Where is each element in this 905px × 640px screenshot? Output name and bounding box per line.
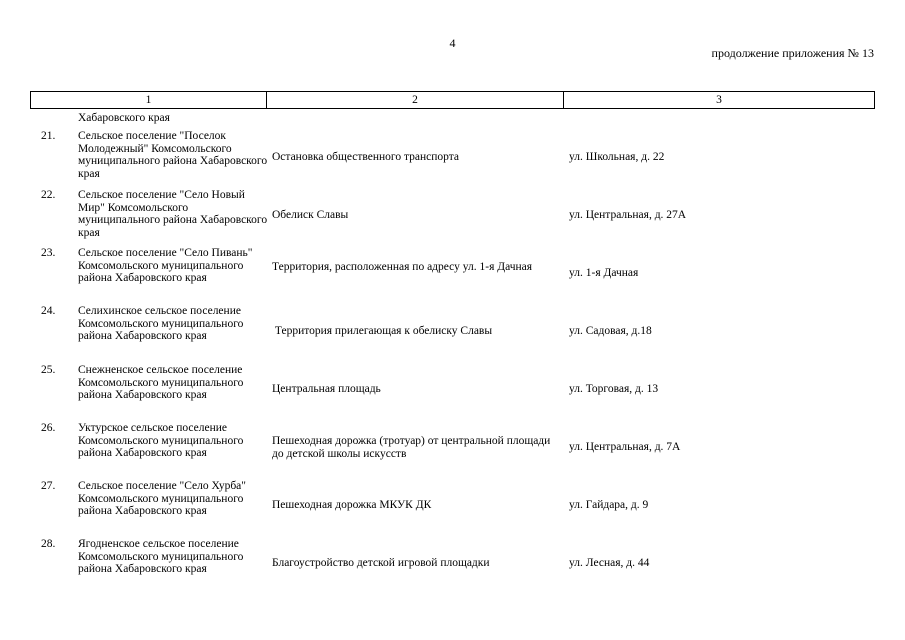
object-name: Пешеходная дорожка МКУК ДК — [272, 499, 432, 511]
settlement-name: Сельское поселение "Село Новый Мир" Комсомольского муниципального района Хабаровского края — [78, 189, 268, 239]
settlement-name: Снежненское сельское поселение Комсомольского муниципального района Хабаровского края — [78, 364, 244, 401]
settlement-name: Сельское поселение "Село Пивань" Комсомольского муниципального района Хабаровского края — [78, 247, 253, 284]
address: ул. Садовая, д.18 — [569, 325, 652, 337]
object-name: Обелиск Славы — [272, 209, 349, 221]
row-number: 22. — [41, 189, 56, 201]
address: ул. Центральная, д. 27А — [569, 209, 687, 221]
row-number: 24. — [41, 305, 56, 317]
row-number: 26. — [41, 422, 56, 434]
row-number: 23. — [41, 247, 56, 259]
object-name: Пешеходная дорожка (тротуар) от центральной площади до детской школы искусств — [272, 435, 551, 460]
header-col-1: 1 — [31, 92, 267, 108]
object-name: Центральная площадь — [272, 383, 381, 395]
row-number: 28. — [41, 538, 56, 550]
address: ул. 1-я Дачная — [569, 267, 639, 279]
address: ул. Центральная, д. 7А — [569, 441, 681, 453]
address: ул. Гайдара, д. 9 — [569, 499, 649, 511]
settlement-name: Ягодненское сельское поселение Комсомольского муниципального района Хабаровского края — [78, 538, 244, 575]
header-col-2: 2 — [267, 92, 564, 108]
row-number: 27. — [41, 480, 56, 492]
settlement-name: Сельское поселение "Село Хурба" Комсомольского муниципального района Хабаровского края — [78, 480, 246, 517]
settlement-name: Селихинское сельское поселение Комсомольского муниципального района Хабаровского края — [78, 305, 244, 342]
header-col-3: 3 — [716, 94, 722, 106]
settlement-name: Сельское поселение "Поселок Молодежный" Комсомольского муниципального района Хабаровского края — [78, 130, 268, 180]
page-number: 4 — [449, 36, 456, 50]
row-number: 25. — [41, 364, 56, 376]
address: ул. Школьная, д. 22 — [569, 151, 665, 163]
continuation-text: Хабаровского края — [78, 112, 170, 124]
object-name: Территория, расположенная по адресу ул. 1-я Дачная — [272, 261, 533, 273]
row-number: 21. — [41, 130, 56, 142]
table-header — [30, 91, 875, 109]
object-name: Остановка общественного транспорта — [272, 151, 460, 163]
appendix-note: продолжение приложения № 13 — [711, 46, 874, 60]
address: ул. Торговая, д. 13 — [569, 383, 659, 395]
address: ул. Лесная, д. 44 — [569, 557, 650, 569]
object-name: Благоустройство детской игровой площадки — [272, 557, 490, 569]
object-name: Территория прилегающая к обелиску Славы — [272, 325, 493, 337]
settlement-name: Уктурское сельское поселение Комсомольского муниципального района Хабаровского края — [78, 422, 244, 459]
